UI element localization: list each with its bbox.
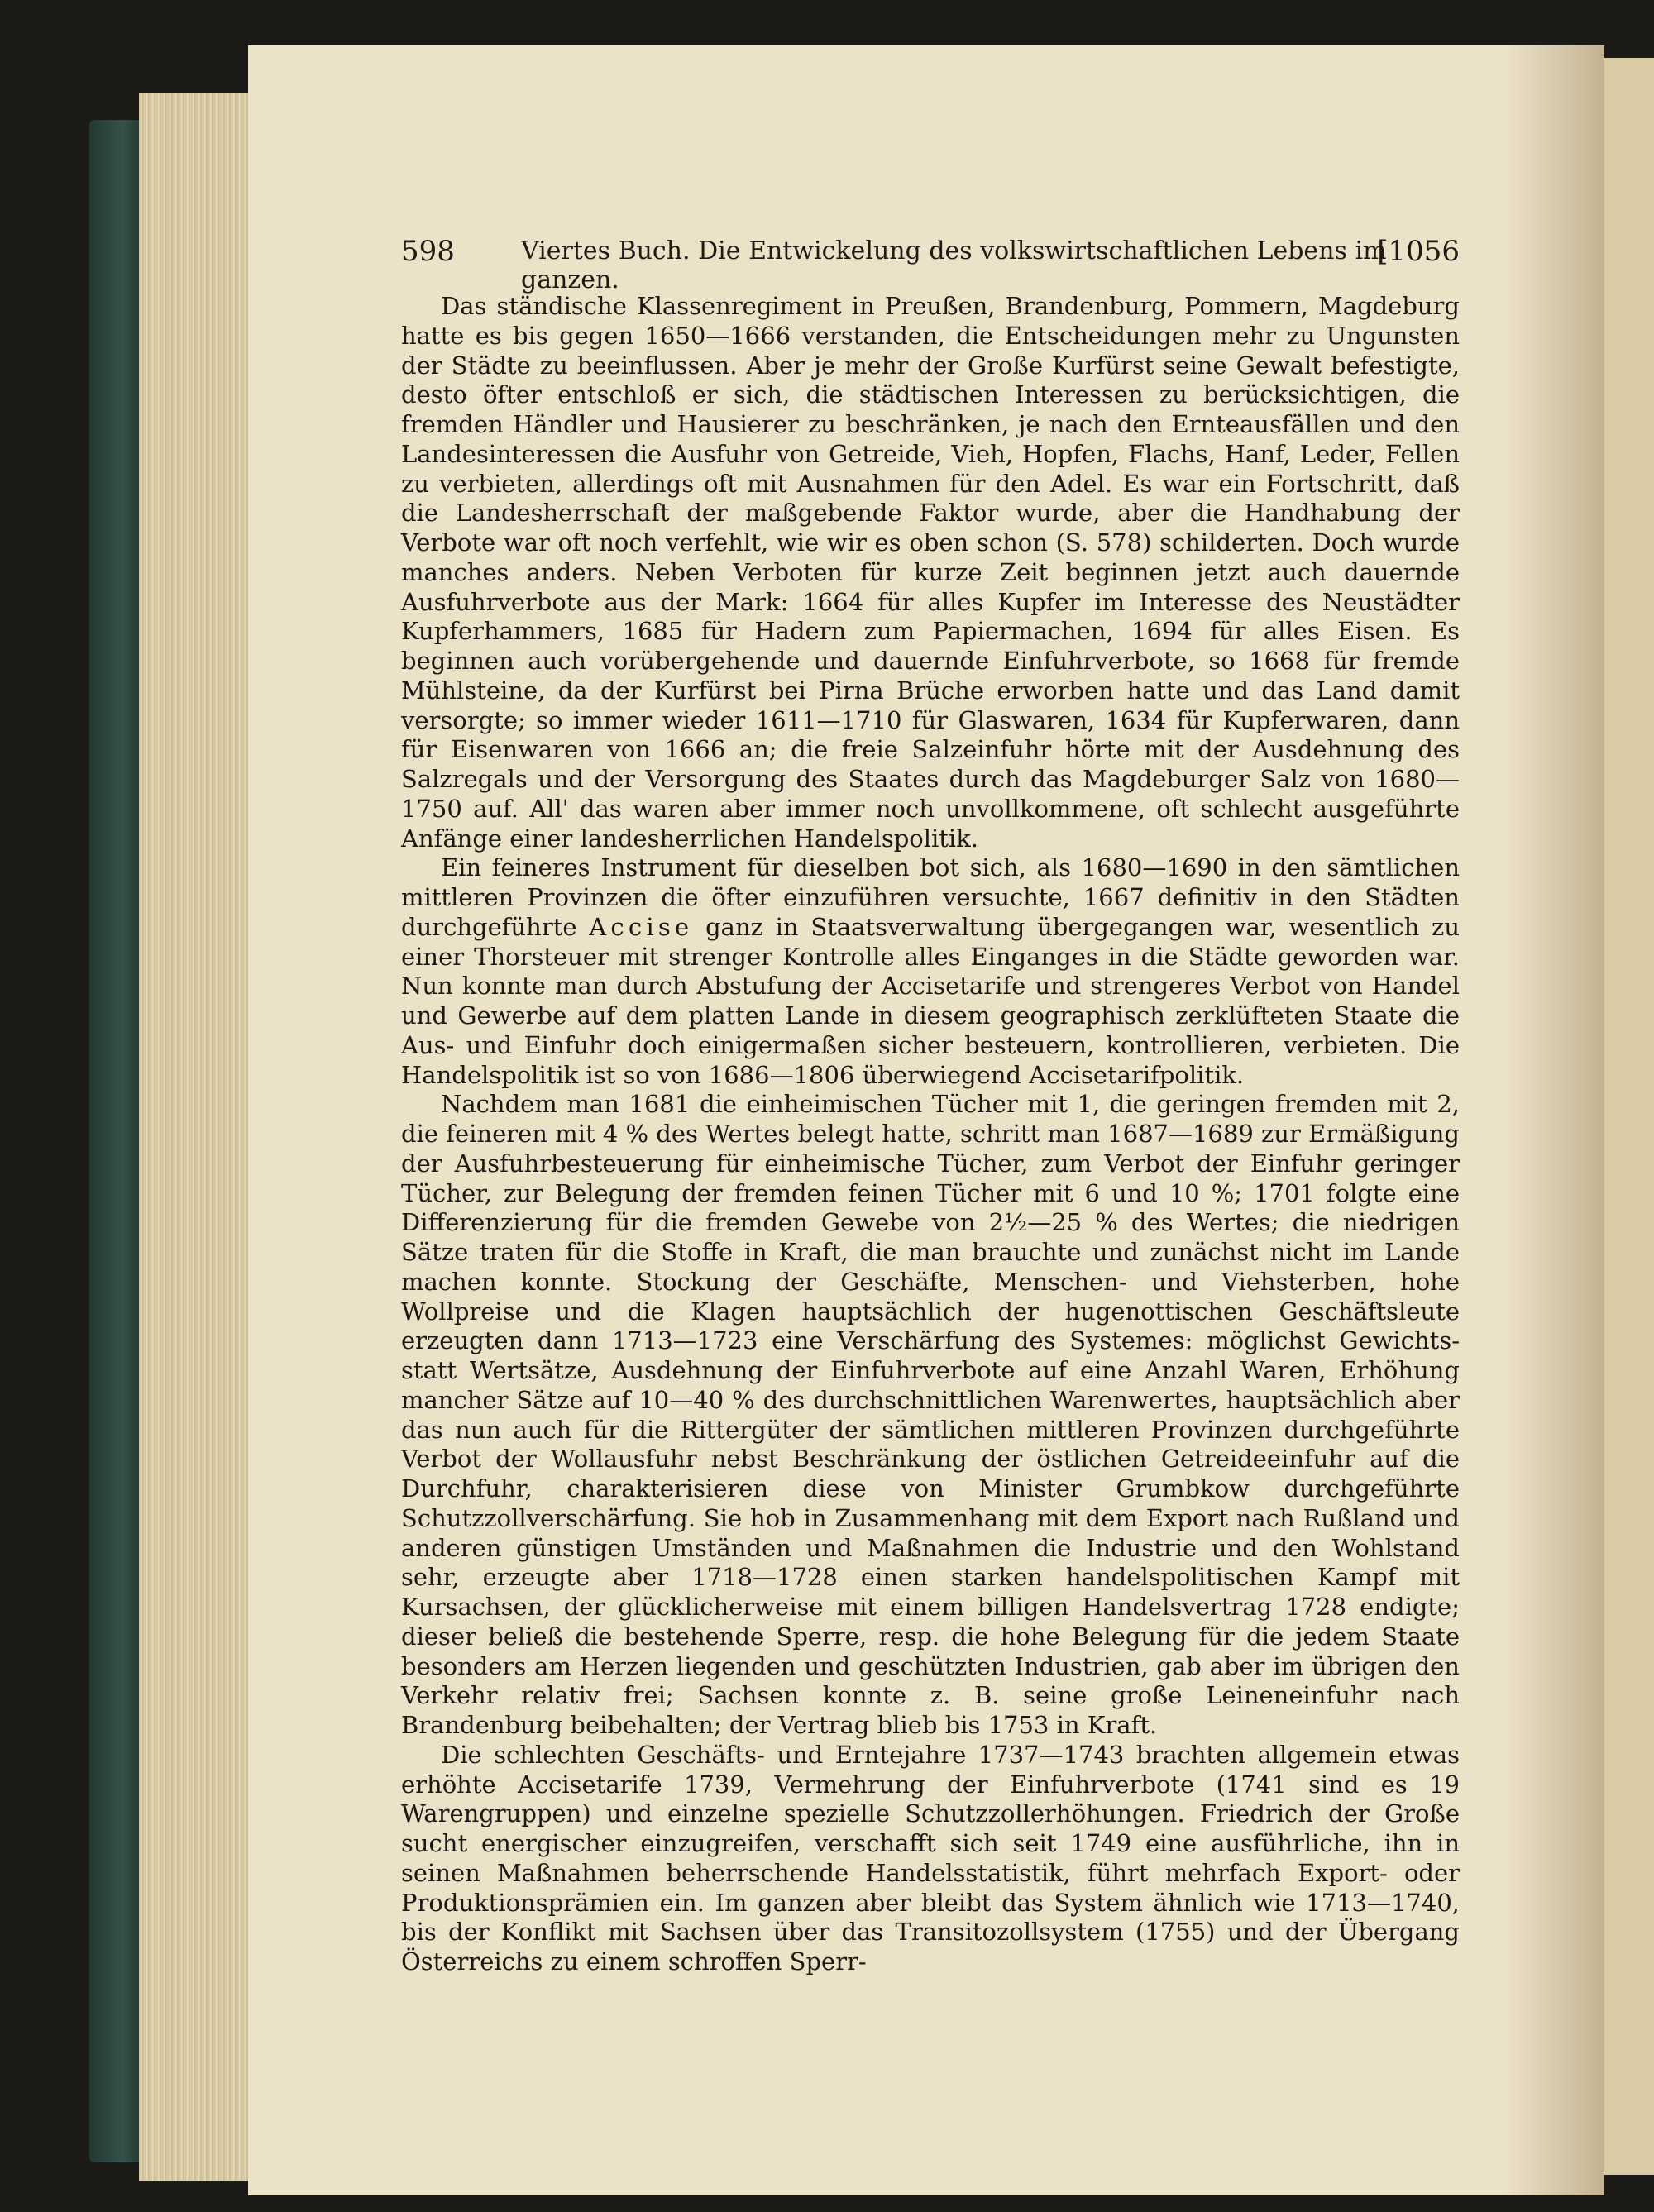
running-title: Viertes Buch. Die Entwickelung des volkswirtschaftlichen Lebens im ganzen. (521, 236, 1387, 294)
paragraph-2-rest: ganz in Staatsverwaltung übergegangen war, wesentlich zu einer Thorsteuer mit strenger Kontrolle alles Einganges in die Städte geworden war. Nun konnte man durch Abstufung der Accisetarife und strengeres Verbot von Handel und Gewerbe auf dem platten Lande in diesem geographisch zerklüfteten Staate die Aus- und Einfuhr doch einigermaßen sicher besteuern, kontrollieren, verbieten. Die Handelspolitik ist so von 1686—1806 überwiegend Accisetarifpolitik. (401, 912, 1460, 1089)
running-header (401, 235, 1460, 294)
section-number: [1056 (1377, 235, 1460, 268)
page-gutter-shadow (1505, 45, 1604, 2195)
page-body (401, 292, 1460, 1977)
page-number: 598 (401, 235, 455, 268)
paragraph-2 (401, 853, 1460, 1090)
facing-page-edge (1604, 58, 1654, 2175)
paragraph-2-start: Ein feineres Instrument für dieselben bot sich, als 1680—1690 in den sämtlichen mittleren Provinzen die öfter einzuführen versuchte, 1667 definitiv in den Städten durchgeführte (401, 853, 1460, 941)
emphasized-term: Accise (589, 912, 694, 941)
paragraph-4: Die schlechten Geschäfts- und Erntejahre 1737—1743 brachten allgemein etwas erhöhte Accisetarife 1739, Vermehrung der Einfuhrverbote (1741 sind es 19 Warengruppen) und einzelne spezielle Schutzzollerhöhungen. Friedrich der Große sucht energischer einzugreifen, verschafft sich seit 1749 eine ausführliche, ihn in seinen Maßnahmen beherrschende Handelsstatistik, führt mehrfach Export- oder Produktionsprämien ein. Im ganzen aber bleibt das System ähnlich wie 1713—1740, bis der Konflikt mit Sachsen über das Transitozollsystem (1755) und der Übergang Österreichs zu einem schroffen Sperr- (401, 1740, 1460, 1976)
paragraph-3: Nachdem man 1681 die einheimischen Tücher mit 1, die geringen fremden mit 2, die feineren mit 4 % des Wertes belegt hatte, schritt man 1687—1689 zur Ermäßigung der Ausfuhrbesteuerung für einheimische Tücher, zum Verbot der Einfuhr geringer Tücher, zur Belegung der fremden feinen Tücher mit 6 und 10 %; 1701 folgte eine Differenzierung für die fremden Gewebe von 2½—25 % des Wertes; die niedrigen Sätze traten für die Stoffe in Kraft, die man brauchte und zunächst nicht im Lande machen konnte. Stockung der Geschäfte, Menschen- und Viehsterben, hohe Wollpreise und die Klagen hauptsächlich der hugenottischen Geschäftsleute erzeugten dann 1713—1723 eine Verschärfung des Systemes: möglichst Gewichts- statt Wertsätze, Ausdehnung der Einfuhrverbote auf eine Anzahl Waren, Erhöhung mancher Sätze auf 10—40 % des durchschnittlichen Warenwertes, hauptsächlich aber das nun auch für die Rittergüter der sämtlichen mittleren Provinzen durchgeführte Verbot der Wollausfuhr nebst Beschränkung der östlichen Getreideeinfuhr auf die Durchfuhr, charakterisieren diese von Minister Grumbkow durchgeführte Schutzzollverschärfung. Sie hob in Zusammenhang mit dem Export nach Rußland und anderen günstigen Umständen und Maßnahmen die Industrie und den Wohlstand sehr, erzeugte aber 1718—1728 einen starken handelspolitischen Kampf mit Kursachsen, der glücklicherweise mit einem billigen Handelsvertrag 1728 endigte; dieser beließ die bestehende Sperre, resp. die hohe Belegung für die jedem Staate besonders am Herzen liegenden und geschützten Industrien, gab aber im übrigen den Verkehr relativ frei; Sachsen konnte z. B. seine große Leineneinfuhr nach Brandenburg beibehalten; der Vertrag blieb bis 1753 in Kraft. (401, 1090, 1460, 1739)
page-edges (139, 93, 263, 2181)
paragraph-1: Das ständische Klassenregiment in Preußen, Brandenburg, Pommern, Magdeburg hatte es bis gegen 1650—1666 verstanden, die Entscheidungen mehr zu Ungunsten der Städte zu beeinflussen. Aber je mehr der Große Kurfürst seine Gewalt befestigte, desto öfter entschloß er sich, die städtischen Interessen zu berücksichtigen, die fremden Händler und Hausierer zu beschränken, je nach den Ernteausfällen und den Landesinteressen die Ausfuhr von Getreide, Vieh, Hopfen, Flachs, Hanf, Leder, Fellen zu verbieten, allerdings oft mit Ausnahmen für den Adel. Es war ein Fortschritt, daß die Landesherrschaft der maßgebende Faktor wurde, aber die Handhabung der Verbote war oft noch verfehlt, wie wir es oben schon (S. 578) schilderten. Doch wurde manches anders. Neben Verboten für kurze Zeit beginnen jetzt auch dauernde Ausfuhrverbote aus der Mark: 1664 für alles Kupfer im Interesse des Neustädter Kupferhammers, 1685 für Hadern zum Papiermachen, 1694 für alles Eisen. Es beginnen auch vorübergehende und dauernde Einfuhrverbote, so 1668 für fremde Mühlsteine, da der Kurfürst bei Pirna Brüche erworben hatte und das Land damit versorgte; so immer wieder 1611—1710 für Glaswaren, 1634 für Kupferwaren, dann für Eisenwaren von 1666 an; die freie Salzeinfuhr hörte mit der Ausdehnung des Salzregals und der Versorgung des Staates durch das Magdeburger Salz von 1680—1750 auf. All' das waren aber immer noch unvollkommene, oft schlecht ausgeführte Anfänge einer landesherrlichen Handelspolitik. (401, 292, 1460, 853)
